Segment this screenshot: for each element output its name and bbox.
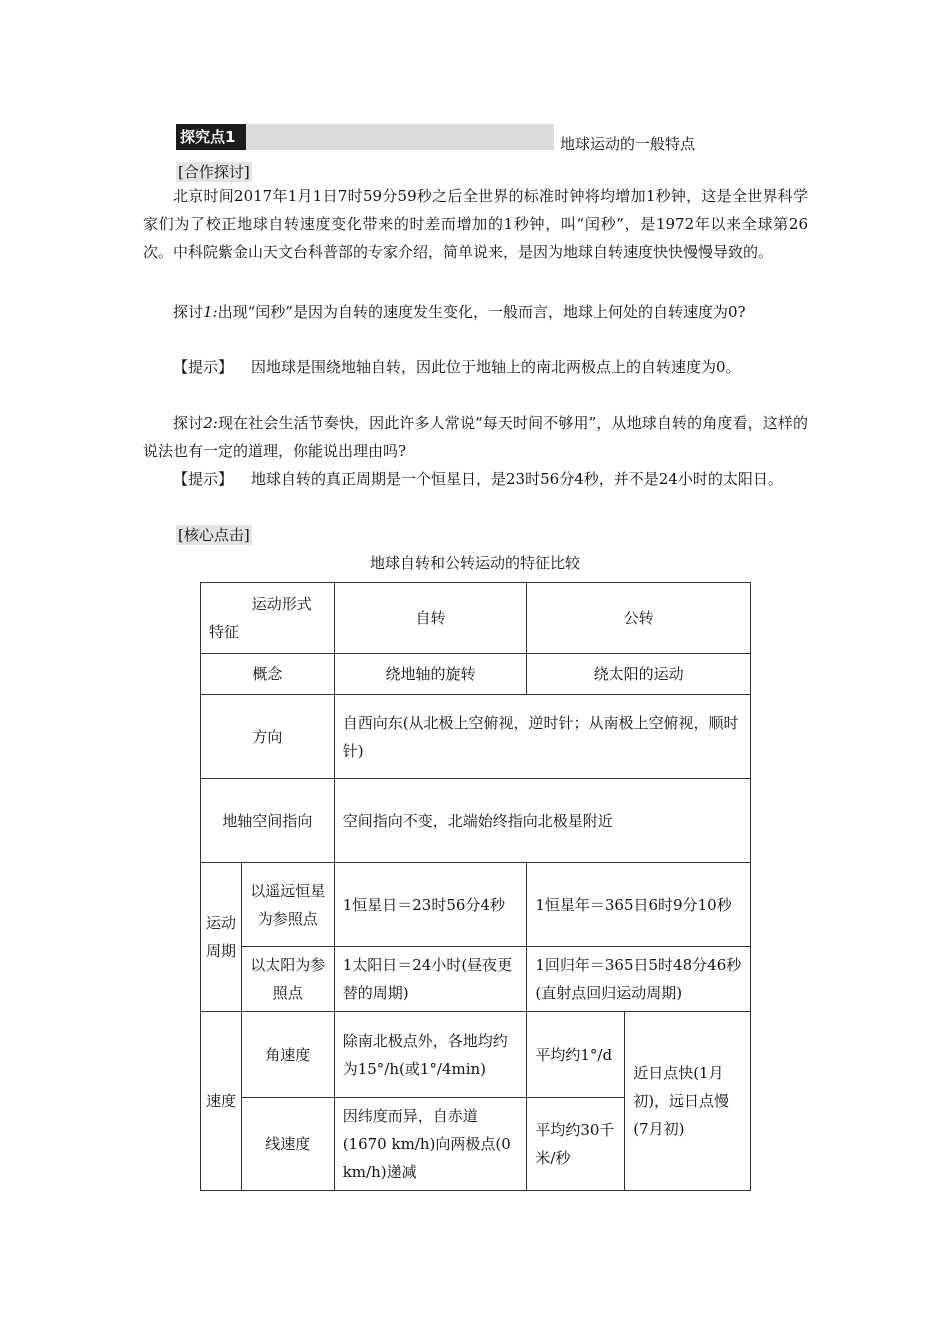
section-title: 地球运动的一般特点 bbox=[560, 135, 696, 153]
speed-label-cell: 速度 bbox=[201, 1012, 242, 1191]
answer-1 bbox=[143, 353, 808, 381]
table-row bbox=[201, 1012, 751, 1098]
linear-revolution-cell: 平均约30千米/秒 bbox=[527, 1098, 625, 1191]
question-2-number: 2: bbox=[203, 414, 218, 432]
header-revolution-cell: 公转 bbox=[527, 583, 751, 654]
period-star-ref-cell: 以遥远恒星为参照点 bbox=[241, 863, 334, 947]
period-label-cell: 运动周期 bbox=[201, 863, 242, 1012]
linear-rotation-cell: 因纬度而异，自赤道(1670 km/h)向两极点(0 km/h)递减 bbox=[334, 1098, 527, 1191]
discussion-tag: [合作探讨] bbox=[178, 163, 250, 181]
table-row bbox=[201, 863, 751, 947]
period-star-rotation-cell: 1恒星日＝23时56分4秒 bbox=[334, 863, 527, 947]
question-1-text: 出现“闰秒”是因为自转的速度发生变化，一般而言，地球上何处的自转速度为0? bbox=[217, 303, 746, 321]
question-2 bbox=[143, 409, 808, 465]
answer-2 bbox=[143, 465, 808, 493]
table-caption: 地球自转和公转运动的特征比较 bbox=[369, 554, 580, 572]
intro-paragraph: 北京时间2017年1月1日7时59分59秒之后全世界的标准时钟将均增加1秒钟，这是全世界科学家们为了校正地球自转速度变化带来的时差而增加的1秒钟，叫“闰秒”，是1972年以来全球第26次。中科院紫金山天文台科普部的专家介绍，简单说来，是因为地球自转速度快快慢慢导致的。 bbox=[143, 187, 808, 261]
concept-label-cell: 概念 bbox=[201, 654, 335, 695]
section-header bbox=[176, 124, 556, 152]
section-label: 探究点1 bbox=[176, 124, 246, 150]
answer-1-label: 【提示】 bbox=[173, 358, 234, 376]
angular-rotation-cell: 除南北极点外，各地均约为15°/h(或1°/4min) bbox=[334, 1012, 527, 1098]
header-feature-label: 特征 bbox=[209, 623, 240, 641]
header-motion-label: 运动形式 bbox=[251, 595, 312, 613]
section-header-bar bbox=[246, 124, 554, 150]
comparison-table bbox=[200, 582, 751, 1191]
table-row bbox=[201, 947, 751, 1012]
angular-revolution-cell: 平均约1°/d bbox=[527, 1012, 625, 1098]
axis-label-cell: 地轴空间指向 bbox=[201, 779, 335, 863]
direction-value-cell: 自西向东(从北极上空俯视，逆时针；从南极上空俯视，顺时针) bbox=[334, 695, 750, 779]
period-sun-rotation-cell: 1太阳日＝24小时(昼夜更替的周期) bbox=[334, 947, 527, 1012]
table-row bbox=[201, 695, 751, 779]
period-sun-revolution-cell: 1回归年＝365日5时48分46秒(直射点回归运动周期) bbox=[527, 947, 751, 1012]
table-row bbox=[201, 779, 751, 863]
answer-2-label: 【提示】 bbox=[173, 470, 234, 488]
table-row bbox=[201, 583, 751, 654]
question-1-number: 1: bbox=[203, 303, 218, 321]
answer-2-text: 地球自转的真正周期是一个恒星日，是23时56分4秒，并不是24小时的太阳日。 bbox=[251, 470, 783, 488]
speed-note-cell: 近日点快(1月初)，远日点慢(7月初) bbox=[625, 1012, 751, 1191]
header-corner-cell bbox=[201, 583, 335, 654]
question-1 bbox=[143, 298, 808, 326]
axis-value-cell: 空间指向不变，北端始终指向北极星附近 bbox=[334, 779, 750, 863]
question-2-text: 现在社会生活节奏快，因此许多人常说“每天时间不够用”，从地球自转的角度看，这样的说法也有一定的道理，你能说出理由吗? bbox=[143, 414, 808, 460]
concept-revolution-cell: 绕太阳的运动 bbox=[527, 654, 751, 695]
concept-rotation-cell: 绕地轴的旋转 bbox=[334, 654, 527, 695]
linear-label-cell: 线速度 bbox=[241, 1098, 334, 1191]
header-rotation-cell: 自转 bbox=[334, 583, 527, 654]
angular-label-cell: 角速度 bbox=[241, 1012, 334, 1098]
direction-label-cell: 方向 bbox=[201, 695, 335, 779]
answer-1-text: 因地球是围绕地轴自转，因此位于地轴上的南北两极点上的自转速度为0。 bbox=[251, 358, 741, 376]
core-tag: [核心点击] bbox=[178, 526, 250, 544]
question-1-label: 探讨 bbox=[173, 303, 204, 321]
period-star-revolution-cell: 1恒星年＝365日6时9分10秒 bbox=[527, 863, 751, 947]
table-row bbox=[201, 654, 751, 695]
period-sun-ref-cell: 以太阳为参照点 bbox=[241, 947, 334, 1012]
question-2-label: 探讨 bbox=[173, 414, 204, 432]
